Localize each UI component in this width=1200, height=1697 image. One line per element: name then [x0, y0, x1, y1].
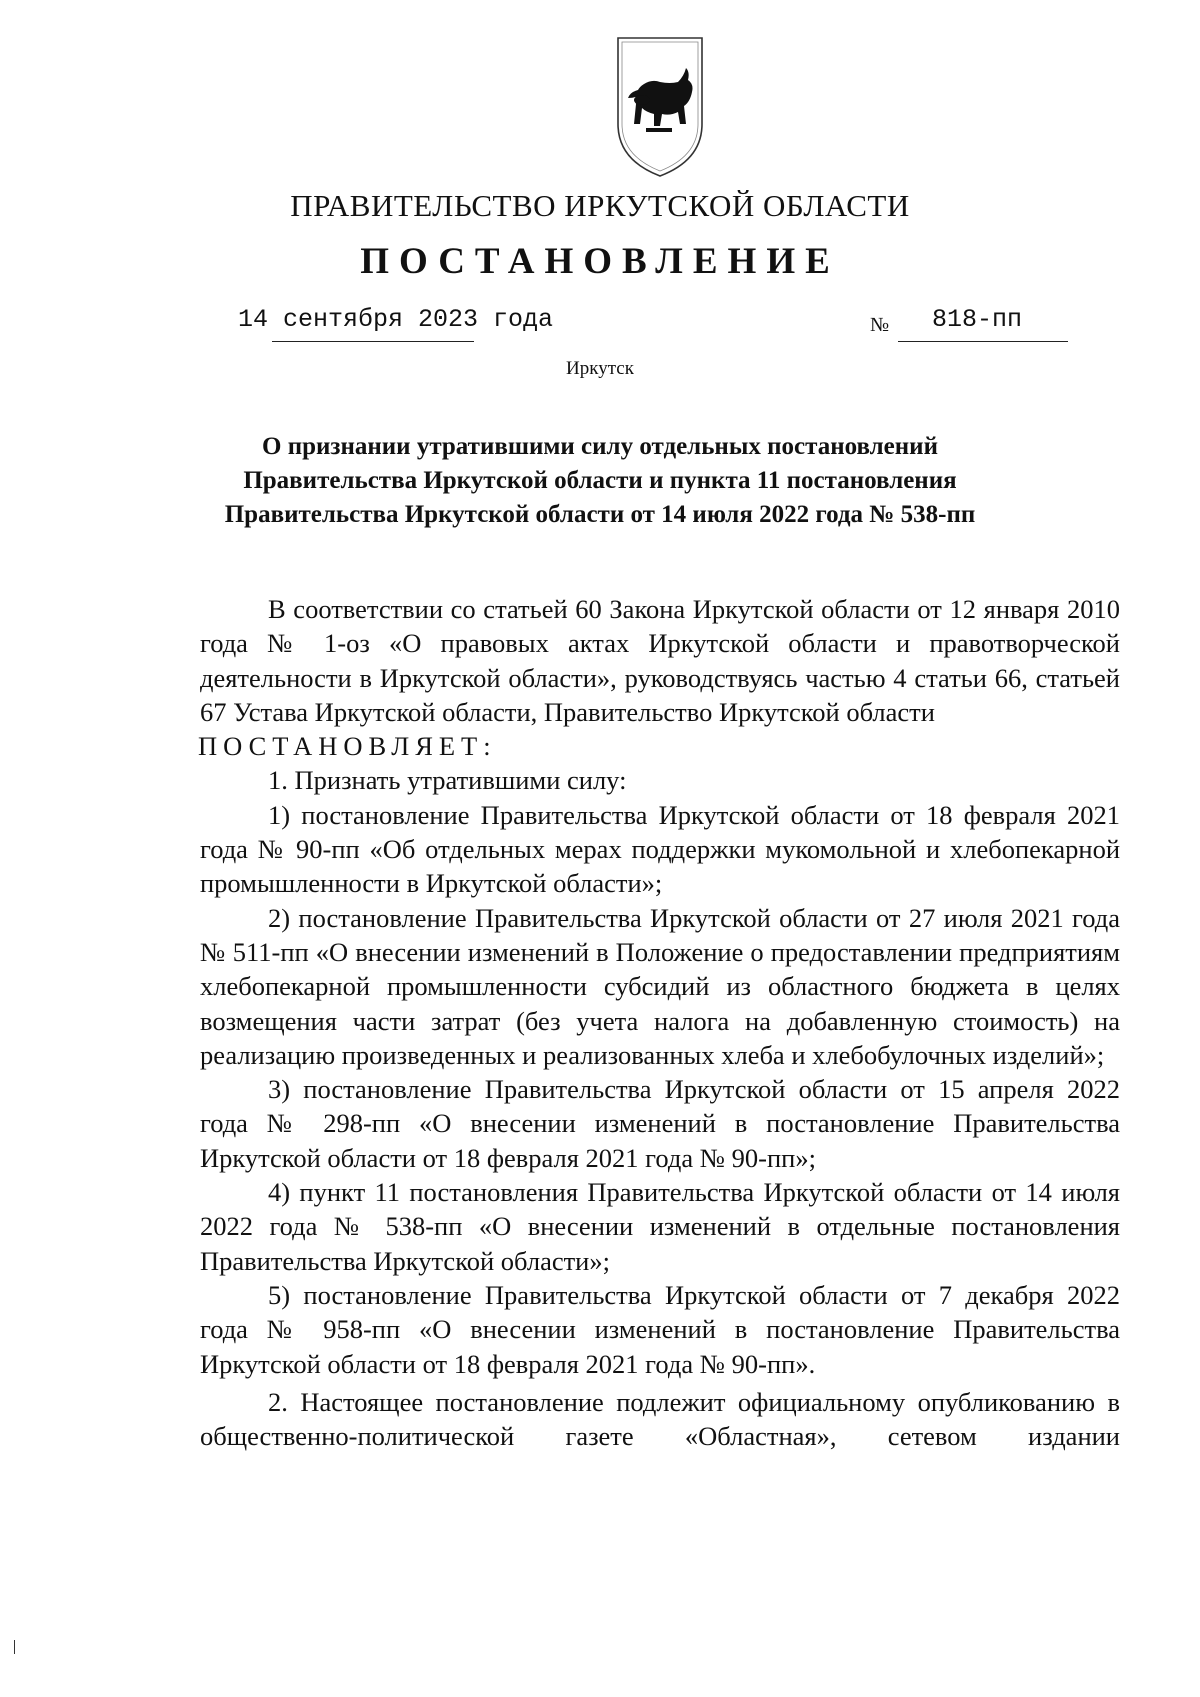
sub-item-1: 1) постановление Правительства Иркутской области от 18 февраля 2021 года № 90-пп «Об отдельных мерах поддержки мукомольной и хлебопекарной промышленности в Иркутской области»; — [200, 799, 1120, 899]
heading-line-2: Правительства Иркутской области и пункта 11 постановления — [243, 467, 957, 494]
sub-item-3: 3) постановление Правительства Иркутской области от 15 апреля 2022 года № 298-пп «О внесении изменений в постановление Правительства Иркутской области от 18 февраля 2021 года № 90-пп»; — [200, 1074, 1120, 1173]
item-1: 1. Признать утратившими силу: — [268, 765, 627, 796]
document-number: 818-пп — [932, 305, 1023, 334]
item-2: 2. Настоящее постановление подлежит официальному опубликованию в общественно-политической газете «Областная», сетевом издании — [200, 1386, 1120, 1452]
number-underline — [898, 341, 1068, 342]
date-underline — [272, 341, 474, 342]
irkutsk-coat-of-arms-icon — [612, 32, 708, 180]
government-name: ПРАВИТЕЛЬСТВО ИРКУТСКОЙ ОБЛАСТИ — [290, 188, 910, 223]
decrees-word: ПОСТАНОВЛЯЕТ: — [198, 731, 497, 762]
preamble-paragraph: В соответствии со статьей 60 Закона Иркутской области от 12 января 2010 года № 1-оз «О правовых актах Иркутской области и правотворческой деятельности в Иркутской области», руководствуясь частью 4 статьи 66, статьей 67 Устава Иркутской области, Правительство Иркутской области — [200, 594, 1120, 727]
sub-item-4: 4) пункт 11 постановления Правительства Иркутской области от 14 июля 2022 года № 538-пп «О внесении изменений в отдельные постановления Правительства Иркутской области»; — [200, 1177, 1120, 1276]
document-heading — [160, 430, 1040, 532]
document-date: 14 сентября 2023 года — [238, 305, 554, 334]
heading-line-3: Правительства Иркутской области от 14 июля 2022 года № 538-пп — [224, 501, 976, 528]
heading-line-1: О признании утратившими силу отдельных постановлений — [262, 433, 938, 460]
document-body — [200, 592, 1120, 1453]
document-city: Иркутск — [566, 358, 634, 379]
number-sign: № — [870, 314, 890, 336]
sub-item-5: 5) постановление Правительства Иркутской области от 7 декабря 2022 года № 958-пп «О внесении изменений в постановление Правительства Иркутской области от 18 февраля 2021 года № 90-пп». — [200, 1279, 1120, 1379]
scan-margin-mark — [14, 1640, 15, 1654]
document-type: ПОСТАНОВЛЕНИЕ — [360, 241, 840, 282]
sub-item-2: 2) постановление Правительства Иркутской области от 27 июля 2021 года № 511-пп «О внесении изменений в Положение о предоставлении предприятиям хлебопекарной промышленности субсидий из областного бюджета в целях возмещения части затрат (без учета налога на добавленную стоимость) на реализацию произведенных и реализованных хлеба и хлебобулочных изделий»; — [200, 902, 1120, 1070]
